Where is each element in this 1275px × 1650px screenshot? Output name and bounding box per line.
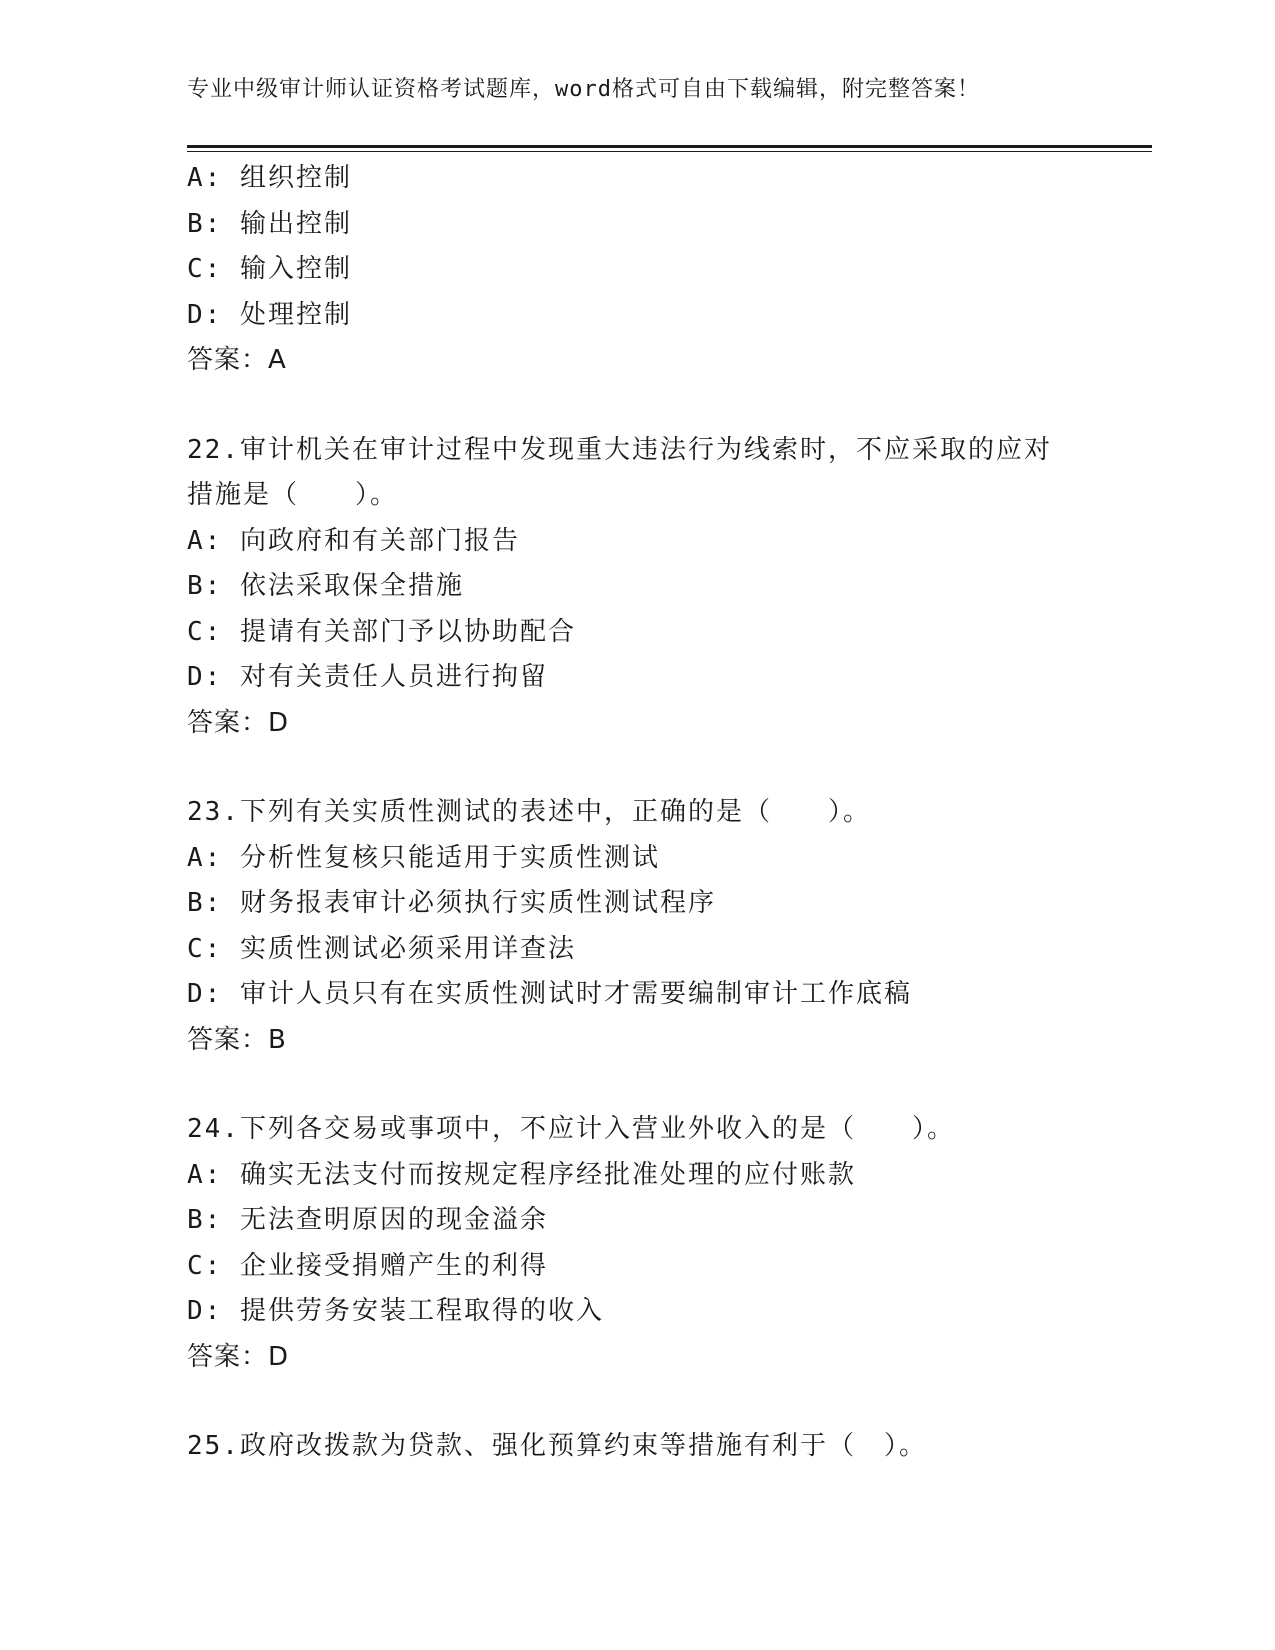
option-b: B: 财务报表审计必须执行实质性测试程序 (187, 888, 716, 918)
option-a: A: 确实无法支付而按规定程序经批准处理的应付账款 (187, 1159, 856, 1190)
option-b: B: 无法查明原因的现金溢余 (187, 1205, 548, 1235)
header-divider-thin (187, 151, 1152, 152)
page-header: 专业中级审计师认证资格考试题库，word格式可自由下载编辑，附完整答案！ (187, 77, 980, 102)
spacer (187, 1380, 1152, 1424)
question-24 (187, 1107, 1152, 1380)
option-c: C: 输入控制 (187, 254, 352, 284)
question-stem: 22.审计机关在审计过程中发现重大违法行为线索时，不应采取的应对 (187, 434, 1052, 465)
option-d: D: 提供劳务安装工程取得的收入 (187, 1296, 604, 1326)
option-b: B: 依法采取保全措施 (187, 571, 464, 601)
answer: 答案：D (187, 1341, 290, 1372)
answer: 答案：D (187, 707, 290, 738)
question-list (187, 156, 1152, 1470)
option-a: A: 组织控制 (187, 163, 352, 193)
question-stem: 23.下列有关实质性测试的表述中，正确的是（ ）。 (187, 797, 871, 827)
answer: 答案：A (187, 345, 287, 375)
question-stem: 25.政府改拨款为贷款、强化预算约束等措施有利于（ ）。 (187, 1431, 927, 1461)
question-stem-continued: 措施是（ ）。 (187, 480, 399, 510)
option-a: A: 分析性复核只能适用于实质性测试 (187, 842, 660, 873)
option-c: C: 实质性测试必须采用详查法 (187, 933, 576, 964)
question-25 (187, 1424, 1152, 1470)
question-21 (187, 156, 1152, 384)
option-b: B: 输出控制 (187, 208, 352, 239)
spacer (187, 1063, 1152, 1107)
option-c: C: 企业接受捐赠产生的利得 (187, 1250, 548, 1281)
question-22 (187, 428, 1152, 747)
question-23 (187, 790, 1152, 1063)
spacer (187, 384, 1152, 428)
spacer (187, 746, 1152, 790)
option-d: D: 处理控制 (187, 299, 352, 330)
option-c: C: 提请有关部门予以协助配合 (187, 616, 576, 647)
answer: 答案：B (187, 1024, 287, 1055)
option-d: D: 对有关责任人员进行拘留 (187, 662, 548, 692)
question-stem: 24.下列各交易或事项中，不应计入营业外收入的是（ ）。 (187, 1114, 955, 1144)
header-divider-thick (187, 145, 1152, 148)
option-a: A: 向政府和有关部门报告 (187, 525, 520, 556)
option-d: D: 审计人员只有在实质性测试时才需要编制审计工作底稿 (187, 979, 912, 1009)
